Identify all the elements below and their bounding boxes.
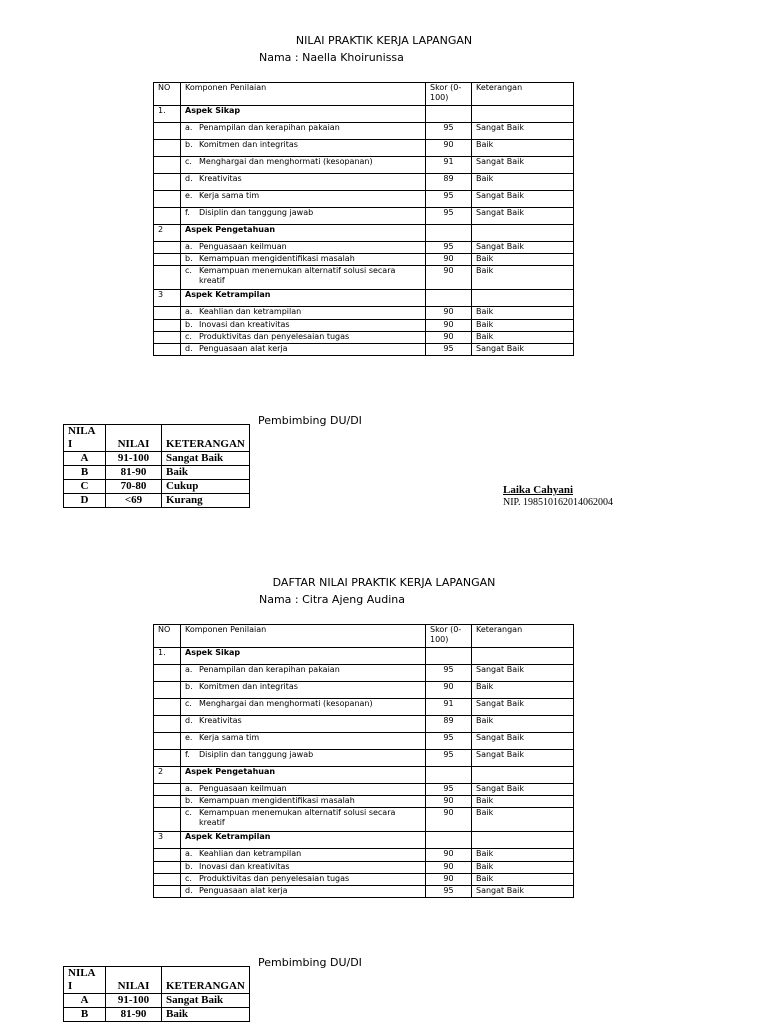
item-remark: Baik xyxy=(472,307,574,320)
item-letter: b. xyxy=(185,796,193,805)
item-label: Penampilan dan kerapihan pakaian xyxy=(199,665,340,674)
sheet-2-student-name: Nama : Citra Ajeng Audina xyxy=(259,593,405,606)
table-row xyxy=(154,208,574,225)
legend-remark: Cukup xyxy=(162,480,250,494)
item-letter: d. xyxy=(185,886,193,895)
sheet-2-supervisor-label: Pembimbing DU/DI xyxy=(258,956,362,969)
item-remark: Baik xyxy=(472,266,574,290)
item-letter: c. xyxy=(185,874,192,883)
legend-header-remark: KETERANGAN xyxy=(162,425,250,452)
item-letter: c. xyxy=(185,266,192,275)
item-letter: b. xyxy=(185,140,193,149)
item-remark: Sangat Baik xyxy=(472,191,574,208)
item-score: 89 xyxy=(426,716,472,733)
legend-row xyxy=(64,466,250,480)
legend-remark: Sangat Baik xyxy=(162,994,250,1008)
item-score: 90 xyxy=(426,682,472,699)
item-label: Produktivitas dan penyelesaian tugas xyxy=(199,874,350,883)
section-title: Aspek Pengetahuan xyxy=(181,767,426,784)
item-letter: b. xyxy=(185,862,193,871)
header-no: NO xyxy=(154,83,181,106)
table-row xyxy=(154,874,574,886)
legend-header-value: NILAI xyxy=(106,967,162,994)
legend-header-row xyxy=(64,425,250,452)
item-label: Kerja sama tim xyxy=(199,733,260,742)
item-score: 95 xyxy=(426,242,472,254)
sheet-2-grade-legend xyxy=(63,966,250,1022)
item-label: Kreativitas xyxy=(199,174,242,183)
item-score: 95 xyxy=(426,665,472,682)
legend-row xyxy=(64,1008,250,1022)
item-label: Keahlian dan ketrampilan xyxy=(199,849,302,858)
legend-remark: Baik xyxy=(162,1008,250,1022)
section-row xyxy=(154,767,574,784)
table-row xyxy=(154,140,574,157)
item-label: Penguasaan alat kerja xyxy=(199,344,288,353)
item-score: 90 xyxy=(426,332,472,344)
legend-range: 91-100 xyxy=(106,452,162,466)
item-remark: Baik xyxy=(472,796,574,808)
item-score: 95 xyxy=(426,208,472,225)
item-letter: b. xyxy=(185,682,193,691)
header-no: NO xyxy=(154,625,181,648)
item-letter: c. xyxy=(185,332,192,341)
item-label: Menghargai dan menghormati (kesopanan) xyxy=(199,157,373,166)
item-remark: Sangat Baik xyxy=(472,242,574,254)
item-letter: e. xyxy=(185,733,193,742)
item-score: 95 xyxy=(426,784,472,796)
table-row xyxy=(154,174,574,191)
header-component: Komponen Penilaian xyxy=(181,625,426,648)
item-remark: Baik xyxy=(472,682,574,699)
item-remark: Sangat Baik xyxy=(472,750,574,767)
item-score: 95 xyxy=(426,344,472,356)
table-row xyxy=(154,682,574,699)
header-score: Skor (0-100) xyxy=(426,83,472,106)
legend-header-remark: KETERANGAN xyxy=(162,967,250,994)
legend-remark: Baik xyxy=(162,466,250,480)
sheet-1-grade-legend xyxy=(63,424,250,508)
table-row xyxy=(154,849,574,862)
section-title: Aspek Ketrampilan xyxy=(181,290,426,307)
item-remark: Baik xyxy=(472,174,574,191)
item-label: Penguasaan alat kerja xyxy=(199,886,288,895)
table-row xyxy=(154,123,574,140)
section-title: Aspek Sikap xyxy=(181,106,426,123)
legend-header-value: NILAI xyxy=(106,425,162,452)
item-remark: Baik xyxy=(472,254,574,266)
item-label: Komitmen dan integritas xyxy=(199,140,298,149)
table-row xyxy=(154,266,574,290)
signer-name: Laika Cahyani xyxy=(503,484,573,496)
item-label: Penguasaan keilmuan xyxy=(199,242,287,251)
section-number: 3 xyxy=(154,290,181,307)
table-row xyxy=(154,886,574,898)
item-letter: f. xyxy=(185,208,190,217)
sheet-2-grade-table xyxy=(153,624,574,898)
table-row xyxy=(154,665,574,682)
legend-grade: C xyxy=(64,480,106,494)
table-row xyxy=(154,733,574,750)
item-label: Kemampuan menemukan alternatif solusi secara kreatif xyxy=(199,808,396,827)
item-letter: a. xyxy=(185,849,193,858)
item-remark: Baik xyxy=(472,874,574,886)
item-score: 90 xyxy=(426,320,472,332)
header-score: Skor (0-100) xyxy=(426,625,472,648)
header-remark: Keterangan xyxy=(472,625,574,648)
item-label: Penguasaan keilmuan xyxy=(199,784,287,793)
item-letter: d. xyxy=(185,716,193,725)
section-number: 1. xyxy=(154,106,181,123)
table-row xyxy=(154,242,574,254)
legend-grade: A xyxy=(64,452,106,466)
item-score: 95 xyxy=(426,191,472,208)
table-row xyxy=(154,191,574,208)
item-score: 90 xyxy=(426,808,472,832)
legend-range: <69 xyxy=(106,494,162,508)
table-row xyxy=(154,862,574,874)
item-score: 90 xyxy=(426,266,472,290)
item-remark: Sangat Baik xyxy=(472,784,574,796)
item-label: Keahlian dan ketrampilan xyxy=(199,307,302,316)
table-row xyxy=(154,796,574,808)
section-row xyxy=(154,225,574,242)
item-letter: e. xyxy=(185,191,193,200)
item-score: 95 xyxy=(426,733,472,750)
legend-header-row xyxy=(64,967,250,994)
legend-grade: B xyxy=(64,466,106,480)
sheet-1-grade-table xyxy=(153,82,574,356)
item-score: 90 xyxy=(426,862,472,874)
sheet-2-title: DAFTAR NILAI PRAKTIK KERJA LAPANGAN xyxy=(272,576,496,589)
item-score: 90 xyxy=(426,307,472,320)
table-row xyxy=(154,716,574,733)
sheet-1-title: NILAI PRAKTIK KERJA LAPANGAN xyxy=(295,34,473,47)
section-row xyxy=(154,832,574,849)
item-letter: f. xyxy=(185,750,190,759)
table-row xyxy=(154,750,574,767)
item-score: 90 xyxy=(426,140,472,157)
item-remark: Baik xyxy=(472,716,574,733)
section-row xyxy=(154,648,574,665)
legend-grade: A xyxy=(64,994,106,1008)
table-row xyxy=(154,699,574,716)
sheet-1-signature-block xyxy=(503,484,613,508)
item-remark: Sangat Baik xyxy=(472,123,574,140)
table-row xyxy=(154,784,574,796)
item-letter: b. xyxy=(185,254,193,263)
item-label: Kerja sama tim xyxy=(199,191,260,200)
item-remark: Baik xyxy=(472,849,574,862)
item-score: 90 xyxy=(426,796,472,808)
legend-range: 70-80 xyxy=(106,480,162,494)
item-letter: a. xyxy=(185,307,193,316)
item-label: Inovasi dan kreativitas xyxy=(199,320,290,329)
item-remark: Sangat Baik xyxy=(472,344,574,356)
item-score: 90 xyxy=(426,874,472,886)
item-label: Kreativitas xyxy=(199,716,242,725)
item-score: 90 xyxy=(426,849,472,862)
item-letter: a. xyxy=(185,665,193,674)
item-remark: Baik xyxy=(472,808,574,832)
legend-grade: D xyxy=(64,494,106,508)
table-header-row xyxy=(154,625,574,648)
table-row xyxy=(154,332,574,344)
item-remark: Sangat Baik xyxy=(472,208,574,225)
legend-row xyxy=(64,994,250,1008)
item-letter: c. xyxy=(185,157,192,166)
section-number: 2 xyxy=(154,225,181,242)
item-letter: a. xyxy=(185,242,193,251)
header-remark: Keterangan xyxy=(472,83,574,106)
item-remark: Sangat Baik xyxy=(472,733,574,750)
item-label: Kemampuan menemukan alternatif solusi secara kreatif xyxy=(199,266,396,285)
item-letter: a. xyxy=(185,123,193,132)
item-letter: c. xyxy=(185,699,192,708)
legend-row xyxy=(64,452,250,466)
sheet-1-student-name: Nama : Naella Khoirunissa xyxy=(259,51,404,64)
item-remark: Sangat Baik xyxy=(472,665,574,682)
section-number: 1. xyxy=(154,648,181,665)
item-letter: b. xyxy=(185,320,193,329)
table-row xyxy=(154,157,574,174)
legend-header-grade: NILA I xyxy=(64,967,106,994)
item-remark: Sangat Baik xyxy=(472,157,574,174)
item-label: Kemampuan mengidentifikasi masalah xyxy=(199,796,355,805)
sheet-1-supervisor-label: Pembimbing DU/DI xyxy=(258,414,362,427)
item-letter: a. xyxy=(185,784,193,793)
table-header-row xyxy=(154,83,574,106)
legend-header-grade: NILA I xyxy=(64,425,106,452)
item-remark: Baik xyxy=(472,320,574,332)
item-label: Inovasi dan kreativitas xyxy=(199,862,290,871)
legend-range: 91-100 xyxy=(106,994,162,1008)
table-row xyxy=(154,344,574,356)
table-row xyxy=(154,320,574,332)
table-row xyxy=(154,254,574,266)
item-score: 90 xyxy=(426,254,472,266)
section-number: 3 xyxy=(154,832,181,849)
item-letter: d. xyxy=(185,344,193,353)
item-remark: Sangat Baik xyxy=(472,699,574,716)
item-label: Komitmen dan integritas xyxy=(199,682,298,691)
item-label: Penampilan dan kerapihan pakaian xyxy=(199,123,340,132)
section-row xyxy=(154,290,574,307)
item-score: 95 xyxy=(426,750,472,767)
legend-row xyxy=(64,480,250,494)
header-component: Komponen Penilaian xyxy=(181,83,426,106)
item-label: Disiplin dan tanggung jawab xyxy=(199,750,314,759)
legend-range: 81-90 xyxy=(106,466,162,480)
legend-row xyxy=(64,494,250,508)
section-title: Aspek Pengetahuan xyxy=(181,225,426,242)
item-label: Produktivitas dan penyelesaian tugas xyxy=(199,332,350,341)
item-letter: d. xyxy=(185,174,193,183)
table-row xyxy=(154,307,574,320)
legend-range: 81-90 xyxy=(106,1008,162,1022)
legend-grade: B xyxy=(64,1008,106,1022)
item-score: 95 xyxy=(426,886,472,898)
section-number: 2 xyxy=(154,767,181,784)
item-score: 95 xyxy=(426,123,472,140)
section-title: Aspek Ketrampilan xyxy=(181,832,426,849)
table-row xyxy=(154,808,574,832)
signer-nip: NIP. 198510162014062004 xyxy=(503,497,614,508)
item-label: Disiplin dan tanggung jawab xyxy=(199,208,314,217)
item-label: Menghargai dan menghormati (kesopanan) xyxy=(199,699,373,708)
section-row xyxy=(154,106,574,123)
item-remark: Baik xyxy=(472,332,574,344)
item-remark: Baik xyxy=(472,140,574,157)
item-letter: c. xyxy=(185,808,192,817)
item-remark: Baik xyxy=(472,862,574,874)
item-score: 89 xyxy=(426,174,472,191)
legend-remark: Sangat Baik xyxy=(162,452,250,466)
item-score: 91 xyxy=(426,699,472,716)
section-title: Aspek Sikap xyxy=(181,648,426,665)
item-score: 91 xyxy=(426,157,472,174)
legend-remark: Kurang xyxy=(162,494,250,508)
item-remark: Sangat Baik xyxy=(472,886,574,898)
item-label: Kemampuan mengidentifikasi masalah xyxy=(199,254,355,263)
